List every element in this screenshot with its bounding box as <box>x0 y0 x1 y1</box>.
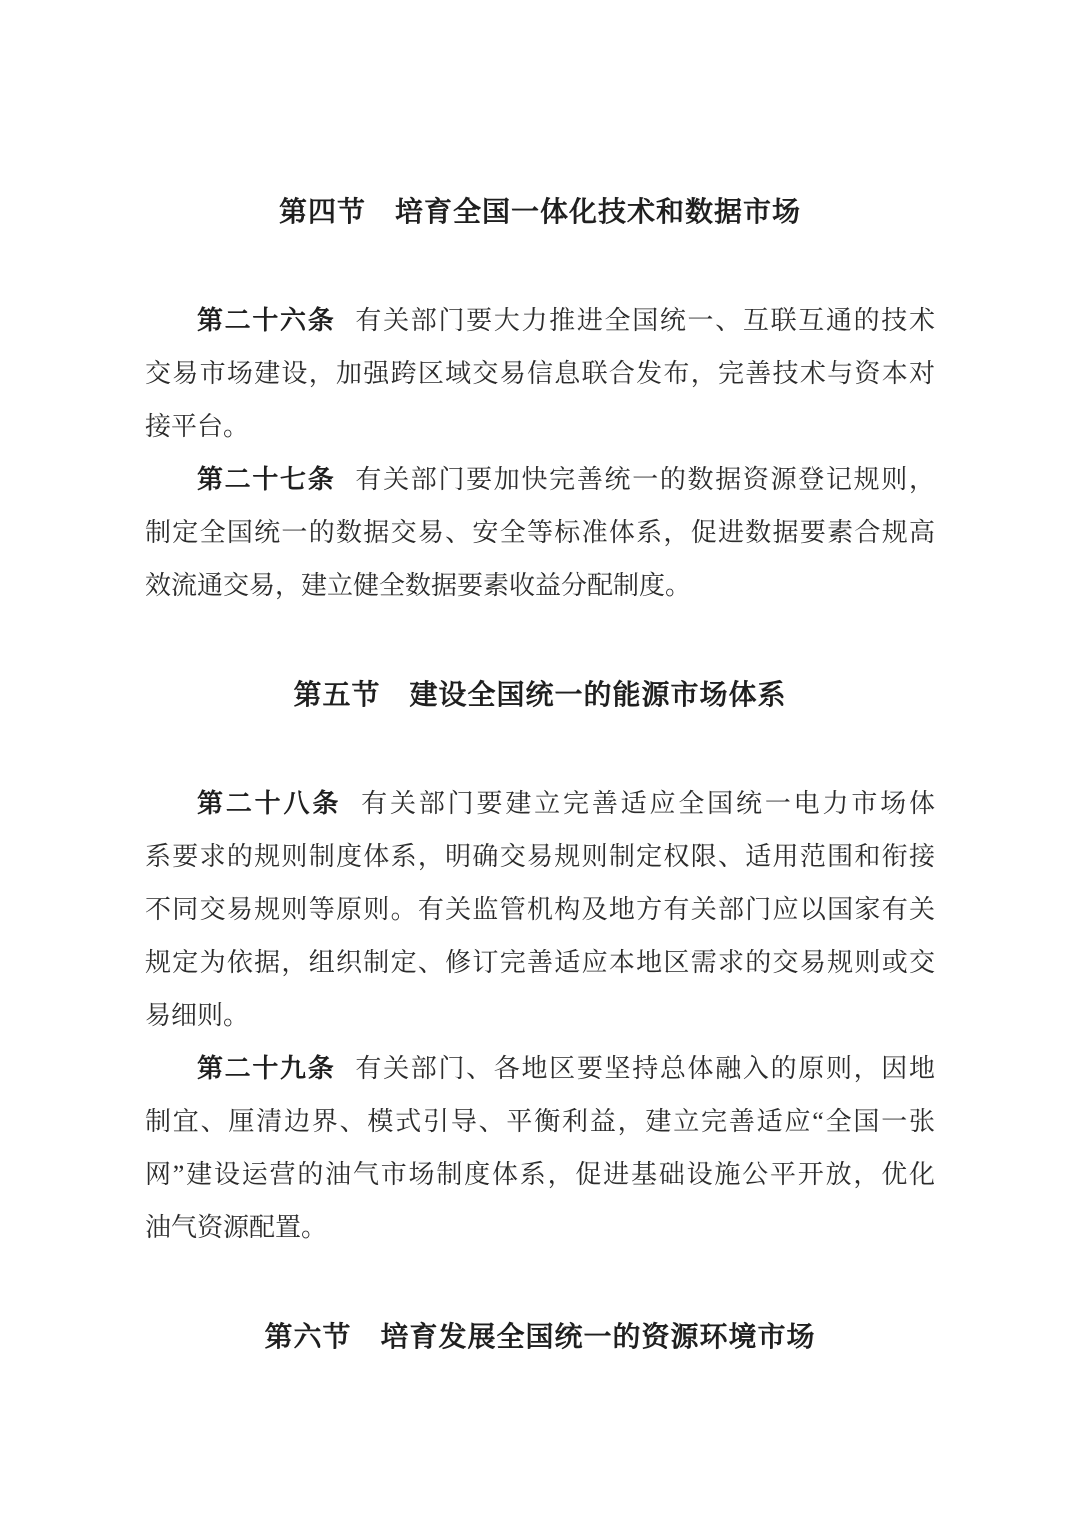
article-28-line-3: 不同交易规则等原则。有关监管机构及地方有关部门应以国家有关 <box>145 895 935 924</box>
article-29-line-4: 油气资源配置。 <box>145 1213 328 1242</box>
article-27-line-1-text: 有关部门要加快完善统一的数据资源登记规则， <box>355 465 935 494</box>
article-27-label: 第二十七条 <box>197 464 336 494</box>
article-26-line-1-text: 有关部门要大力推进全国统一、互联互通的技术 <box>355 306 935 335</box>
article-27-line-3: 效流通交易，建立健全数据要素收益分配制度。 <box>145 571 692 600</box>
article-28-line-5: 易细则。 <box>145 1001 250 1030</box>
article-28-line-1 <box>145 777 935 830</box>
article-28-label: 第二十八条 <box>197 788 342 818</box>
article-27 <box>145 453 935 612</box>
article-27-line-1 <box>145 453 935 506</box>
article-29-label: 第二十九条 <box>197 1053 336 1083</box>
article-28-line-1-text: 有关部门要建立完善适应全国统一电力市场体 <box>361 789 935 818</box>
article-28 <box>145 777 935 1042</box>
article-28-line-4: 规定为依据，组织制定、修订完善适应本地区需求的交易规则或交 <box>145 948 935 977</box>
article-26-label: 第二十六条 <box>197 305 336 335</box>
section-4-heading: 第四节 培育全国一体化技术和数据市场 <box>278 196 801 227</box>
section-6-heading: 第六节 培育发展全国统一的资源环境市场 <box>264 1321 816 1352</box>
article-26-line-3: 接平台。 <box>145 412 250 441</box>
article-29 <box>145 1042 935 1254</box>
article-26 <box>145 294 935 453</box>
article-28-line-2: 系要求的规则制度体系，明确交易规则制定权限、适用范围和衔接 <box>145 842 935 871</box>
article-27-line-2: 制定全国统一的数据交易、安全等标准体系，促进数据要素合规高 <box>145 518 935 547</box>
article-29-line-1-text: 有关部门、各地区要坚持总体融入的原则，因地 <box>355 1054 935 1083</box>
article-26-line-2: 交易市场建设，加强跨区域交易信息联合发布，完善技术与资本对 <box>145 359 935 388</box>
article-29-line-1 <box>145 1042 935 1095</box>
section-5-heading: 第五节 建设全国统一的能源市场体系 <box>293 679 787 710</box>
article-29-line-2: 制宜、厘清边界、模式引导、平衡利益，建立完善适应“全国一张 <box>145 1107 935 1136</box>
article-26-line-1 <box>145 294 935 347</box>
article-29-line-3: 网”建设运营的油气市场制度体系，促进基础设施公平开放，优化 <box>145 1160 935 1189</box>
